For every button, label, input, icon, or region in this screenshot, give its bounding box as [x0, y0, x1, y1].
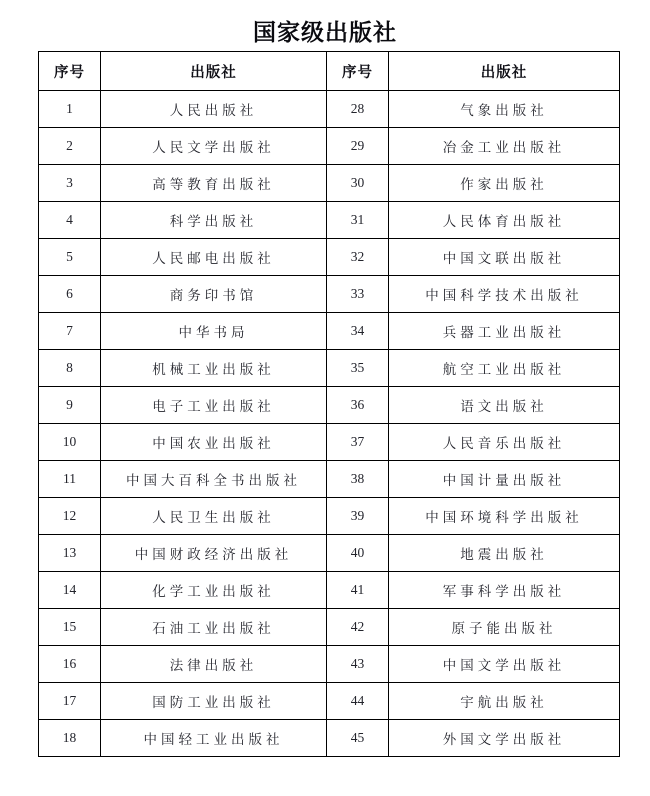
- row-number-cell: 40: [327, 535, 389, 572]
- table-row: [39, 720, 620, 757]
- row-number-cell: 11: [39, 461, 101, 498]
- row-number-cell: 7: [39, 313, 101, 350]
- row-number-cell: 45: [327, 720, 389, 757]
- publisher-cell: 国防工业出版社: [101, 683, 327, 720]
- publisher-cell: 宇航出版社: [389, 683, 620, 720]
- header-publisher-left: 出版社: [101, 52, 327, 91]
- row-number-cell: 3: [39, 165, 101, 202]
- table-row: [39, 609, 620, 646]
- table-row: [39, 498, 620, 535]
- table-row: [39, 572, 620, 609]
- row-number-cell: 32: [327, 239, 389, 276]
- publisher-cell: 石油工业出版社: [101, 609, 327, 646]
- publisher-cell: 军事科学出版社: [389, 572, 620, 609]
- row-number-cell: 5: [39, 239, 101, 276]
- table-row: [39, 387, 620, 424]
- publisher-cell: 人民文学出版社: [101, 128, 327, 165]
- row-number-cell: 39: [327, 498, 389, 535]
- row-number-cell: 34: [327, 313, 389, 350]
- table-row: [39, 128, 620, 165]
- publisher-cell: 人民体育出版社: [389, 202, 620, 239]
- row-number-cell: 6: [39, 276, 101, 313]
- row-number-cell: 16: [39, 646, 101, 683]
- publisher-cell: 中国财政经济出版社: [101, 535, 327, 572]
- publisher-cell: 原子能出版社: [389, 609, 620, 646]
- row-number-cell: 2: [39, 128, 101, 165]
- row-number-cell: 43: [327, 646, 389, 683]
- row-number-cell: 36: [327, 387, 389, 424]
- publisher-cell: 电子工业出版社: [101, 387, 327, 424]
- row-number-cell: 41: [327, 572, 389, 609]
- row-number-cell: 31: [327, 202, 389, 239]
- row-number-cell: 35: [327, 350, 389, 387]
- table-row: [39, 239, 620, 276]
- table-row: [39, 424, 620, 461]
- publisher-cell: 航空工业出版社: [389, 350, 620, 387]
- publisher-cell: 地震出版社: [389, 535, 620, 572]
- header-serial-left: 序号: [39, 52, 101, 91]
- row-number-cell: 28: [327, 91, 389, 128]
- publisher-cell: 化学工业出版社: [101, 572, 327, 609]
- publisher-cell: 人民邮电出版社: [101, 239, 327, 276]
- row-number-cell: 1: [39, 91, 101, 128]
- row-number-cell: 15: [39, 609, 101, 646]
- row-number-cell: 12: [39, 498, 101, 535]
- publisher-cell: 外国文学出版社: [389, 720, 620, 757]
- publisher-cell: 高等教育出版社: [101, 165, 327, 202]
- publisher-cell: 中国农业出版社: [101, 424, 327, 461]
- publisher-cell: 人民音乐出版社: [389, 424, 620, 461]
- table-row: [39, 91, 620, 128]
- row-number-cell: 18: [39, 720, 101, 757]
- publisher-cell: 中华书局: [101, 313, 327, 350]
- publisher-cell: 法律出版社: [101, 646, 327, 683]
- publisher-cell: 中国文学出版社: [389, 646, 620, 683]
- row-number-cell: 37: [327, 424, 389, 461]
- page-title: 国家级出版社: [253, 20, 397, 45]
- header-publisher-right: 出版社: [389, 52, 620, 91]
- table-row: [39, 461, 620, 498]
- publisher-cell: 冶金工业出版社: [389, 128, 620, 165]
- publishers-table: [38, 51, 620, 757]
- publisher-cell: 中国计量出版社: [389, 461, 620, 498]
- row-number-cell: 33: [327, 276, 389, 313]
- row-number-cell: 9: [39, 387, 101, 424]
- table-row: [39, 646, 620, 683]
- publisher-cell: 商务印书馆: [101, 276, 327, 313]
- table-row: [39, 276, 620, 313]
- header-serial-right: 序号: [327, 52, 389, 91]
- table-row: [39, 165, 620, 202]
- publisher-cell: 中国轻工业出版社: [101, 720, 327, 757]
- row-number-cell: 13: [39, 535, 101, 572]
- publisher-cell: 作家出版社: [389, 165, 620, 202]
- row-number-cell: 10: [39, 424, 101, 461]
- publisher-cell: 中国大百科全书出版社: [101, 461, 327, 498]
- header-row: [39, 52, 620, 91]
- table-row: [39, 350, 620, 387]
- row-number-cell: 30: [327, 165, 389, 202]
- row-number-cell: 14: [39, 572, 101, 609]
- row-number-cell: 8: [39, 350, 101, 387]
- publisher-cell: 气象出版社: [389, 91, 620, 128]
- publisher-cell: 人民卫生出版社: [101, 498, 327, 535]
- table-row: [39, 313, 620, 350]
- publisher-cell: 中国科学技术出版社: [389, 276, 620, 313]
- publisher-cell: 语文出版社: [389, 387, 620, 424]
- row-number-cell: 38: [327, 461, 389, 498]
- row-number-cell: 44: [327, 683, 389, 720]
- publisher-cell: 人民出版社: [101, 91, 327, 128]
- publisher-cell: 机械工业出版社: [101, 350, 327, 387]
- row-number-cell: 29: [327, 128, 389, 165]
- table-row: [39, 535, 620, 572]
- row-number-cell: 42: [327, 609, 389, 646]
- publisher-cell: 中国环境科学出版社: [389, 498, 620, 535]
- publisher-cell: 中国文联出版社: [389, 239, 620, 276]
- publisher-cell: 兵器工业出版社: [389, 313, 620, 350]
- table-header: [39, 52, 620, 91]
- table-row: [39, 683, 620, 720]
- table-row: [39, 202, 620, 239]
- table-body: [39, 91, 620, 757]
- row-number-cell: 17: [39, 683, 101, 720]
- row-number-cell: 4: [39, 202, 101, 239]
- publisher-cell: 科学出版社: [101, 202, 327, 239]
